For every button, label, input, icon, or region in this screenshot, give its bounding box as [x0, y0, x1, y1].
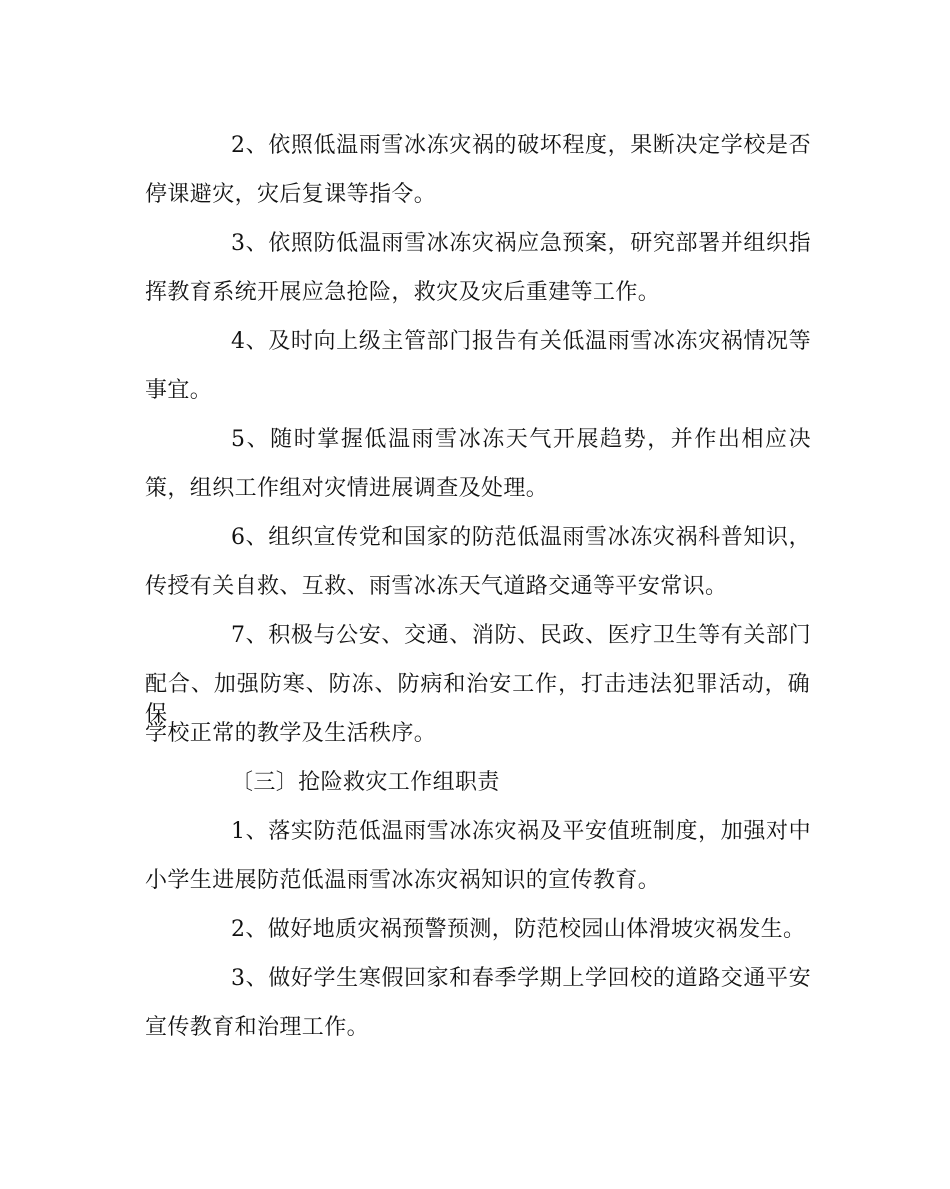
duty-2-line-1: 2、做好地质灾祸预警预测，防范校园山体滑坡灾祸发生。	[231, 917, 806, 942]
paragraph-2-line-1: 2、依照低温雨雪冰冻灾祸的破坏程度，果断决定学校是否	[231, 133, 811, 158]
paragraph-3-line-1: 3、依照防低温雨雪冰冻灾祸应急预案，研究部署并组织指	[231, 231, 811, 256]
duty-1-line-1: 1、落实防范低温雨雪冰冻灾祸及平安值班制度，加强对中	[231, 819, 811, 844]
duty-1-line-2: 小学生进展防范低温雨雪冰冻灾祸知识的宣传教育。	[145, 868, 661, 893]
paragraph-7-line-3: 学校正常的教学及生活秩序。	[145, 721, 437, 746]
duty-3-line-1: 3、做好学生寒假回家和春季学期上学回校的道路交通平安	[231, 966, 811, 991]
section-heading-3: 〔三〕抢险救灾工作组职责	[231, 770, 500, 795]
paragraph-3-line-2: 挥教育系统开展应急抢险，救灾及灾后重建等工作。	[145, 280, 661, 305]
paragraph-2-line-2: 停课避灾，灾后复课等指令。	[145, 182, 437, 207]
duty-3-line-2: 宣传教育和治理工作。	[145, 1015, 370, 1040]
paragraph-5-line-2: 策，组织工作组对灾情进展调查及处理。	[145, 476, 549, 501]
paragraph-6-line-1: 6、组织宣传党和国家的防范低温雨雪冰冻灾祸科普知识，	[231, 525, 811, 550]
paragraph-4-line-2: 事宜。	[145, 378, 213, 403]
paragraph-4-line-1: 4、及时向上级主管部门报告有关低温雨雪冰冻灾祸情况等	[231, 329, 811, 354]
paragraph-7-line-1: 7、积极与公安、交通、消防、民政、医疗卫生等有关部门	[231, 623, 811, 648]
paragraph-5-line-1: 5、随时掌握低温雨雪冰冻天气开展趋势，并作出相应决	[231, 427, 811, 452]
paragraph-7-line-2: 配合、加强防寒、防冻、防病和治安工作，打击违法犯罪活动，确保	[145, 672, 810, 727]
paragraph-6-line-2: 传授有关自救、互救、雨雪冰冻天气道路交通等平安常识。	[145, 574, 728, 599]
